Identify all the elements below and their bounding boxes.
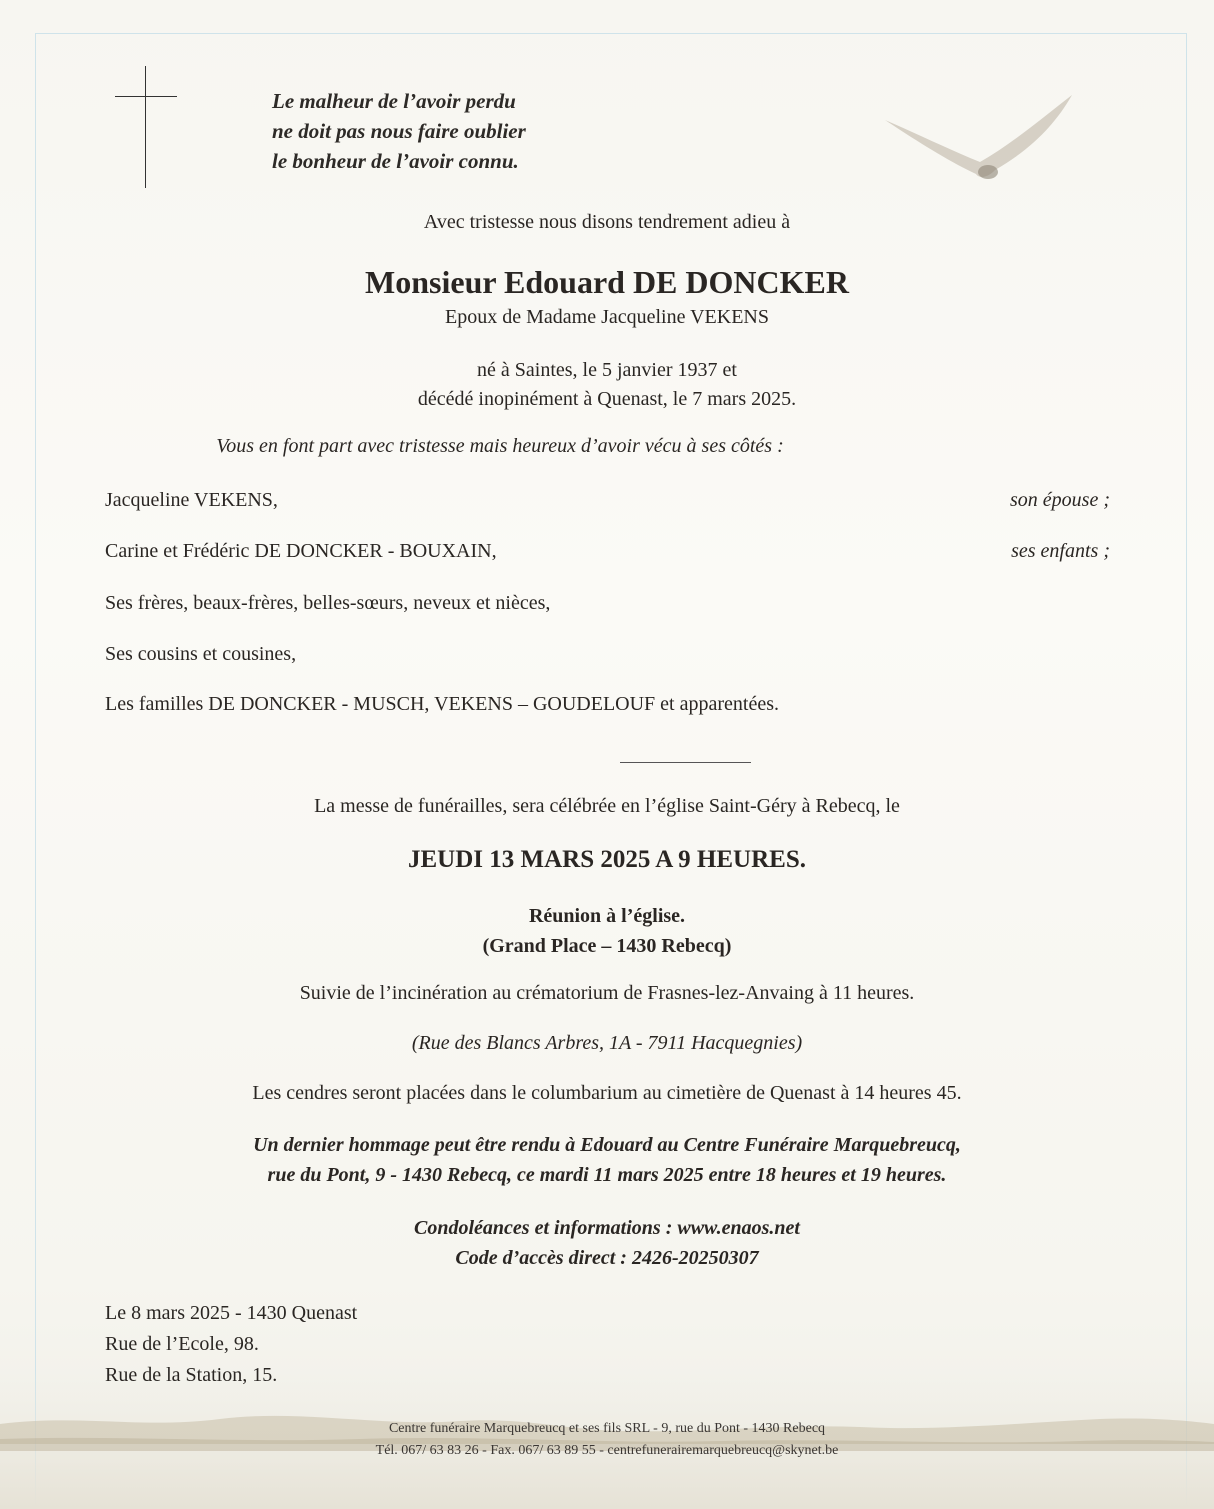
deceased-name: Monsieur Edouard DE DONCKER [365, 264, 849, 300]
epigraph-quote [272, 86, 526, 176]
family-row [105, 540, 1110, 563]
border-frame [35, 33, 1187, 1509]
condolences-info [0, 1213, 1214, 1273]
family-name: Ses cousins et cousines, [105, 643, 297, 665]
address-block [105, 1298, 357, 1391]
footer [0, 1418, 1214, 1462]
homage-line: rue du Pont, 9 - 1430 Rebecq, ce mardi 11 mars 2025 entre 18 heures et 19 heures. [267, 1164, 947, 1186]
bird-illustration [880, 90, 1080, 190]
birth-death-info [0, 356, 1214, 414]
family-name: Jacqueline VEKENS, [105, 489, 278, 511]
announcement-text: Vous en font part avec tristesse mais heureux d’avoir vécu à ses côtés : [216, 435, 784, 457]
reunion-info [0, 901, 1214, 961]
separator-line [620, 762, 751, 763]
address-line: Rue de la Station, 15. [105, 1364, 278, 1386]
family-name: Carine et Frédéric DE DONCKER - BOUXAIN, [105, 540, 497, 562]
death-line: décédé inopinément à Quenast, le 7 mars 2025. [417, 388, 797, 410]
epigraph-line: le bonheur de l’avoir connu. [272, 149, 519, 173]
spouse-line: Epoux de Madame Jacqueline VEKENS [445, 306, 769, 328]
funeral-date: JEUDI 13 MARS 2025 A 9 HEURES. [408, 846, 806, 873]
cross-icon-bar [115, 96, 177, 97]
family-row [105, 592, 1110, 615]
reunion-line: Réunion à l’église. [528, 905, 686, 927]
mass-text: La messe de funérailles, sera célébrée en l’église Saint-Géry à Rebecq, le [314, 795, 900, 817]
family-relation: son épouse ; [1010, 489, 1110, 511]
cremation-text: Suivie de l’incinération au crématorium de Frasnes-lez-Anvaing à 11 heures. [299, 982, 915, 1004]
family-name: Ses frères, beaux-frères, belles-sœurs, neveux et nièces, [105, 592, 551, 614]
family-name: Les familles DE DONCKER - MUSCH, VEKENS – GOUDELOUF et apparentées. [105, 693, 779, 715]
epigraph-line: ne doit pas nous faire oublier [272, 119, 526, 143]
condolences-line: Condoléances et informations : www.enaos.net [414, 1217, 800, 1239]
cremation-address: (Rue des Blancs Arbres, 1A - 7911 Hacquegnies) [411, 1032, 803, 1054]
family-row [105, 693, 1110, 716]
homage-line: Un dernier hommage peut être rendu à Edouard au Centre Funéraire Marquebreucq, [253, 1134, 961, 1156]
homage-info [0, 1130, 1214, 1190]
reunion-address: (Grand Place – 1430 Rebecq) [482, 935, 732, 957]
family-relation: ses enfants ; [1011, 540, 1110, 562]
ashes-text: Les cendres seront placées dans le columbarium au cimetière de Quenast à 14 heures 45. [252, 1082, 962, 1104]
intro-text: Avec tristesse nous disons tendrement adieu à [423, 211, 791, 233]
family-row [105, 643, 1110, 666]
address-line: Rue de l’Ecole, 98. [105, 1333, 259, 1355]
address-line: Le 8 mars 2025 - 1430 Quenast [105, 1302, 358, 1324]
footer-line: Centre funéraire Marquebreucq et ses fils SRL - 9, rue du Pont - 1430 Rebecq [388, 1421, 826, 1436]
footer-line: Tél. 067/ 63 83 26 - Fax. 067/ 63 89 55 - centrefunerairemarquebreucq@skynet.be [375, 1443, 839, 1458]
birth-line: né à Saintes, le 5 janvier 1937 et [477, 359, 737, 381]
cross-icon [145, 66, 146, 188]
access-code-line: Code d’accès direct : 2426-20250307 [455, 1247, 759, 1269]
epigraph-line: Le malheur de l’avoir perdu [272, 89, 516, 113]
family-row [105, 489, 1110, 512]
